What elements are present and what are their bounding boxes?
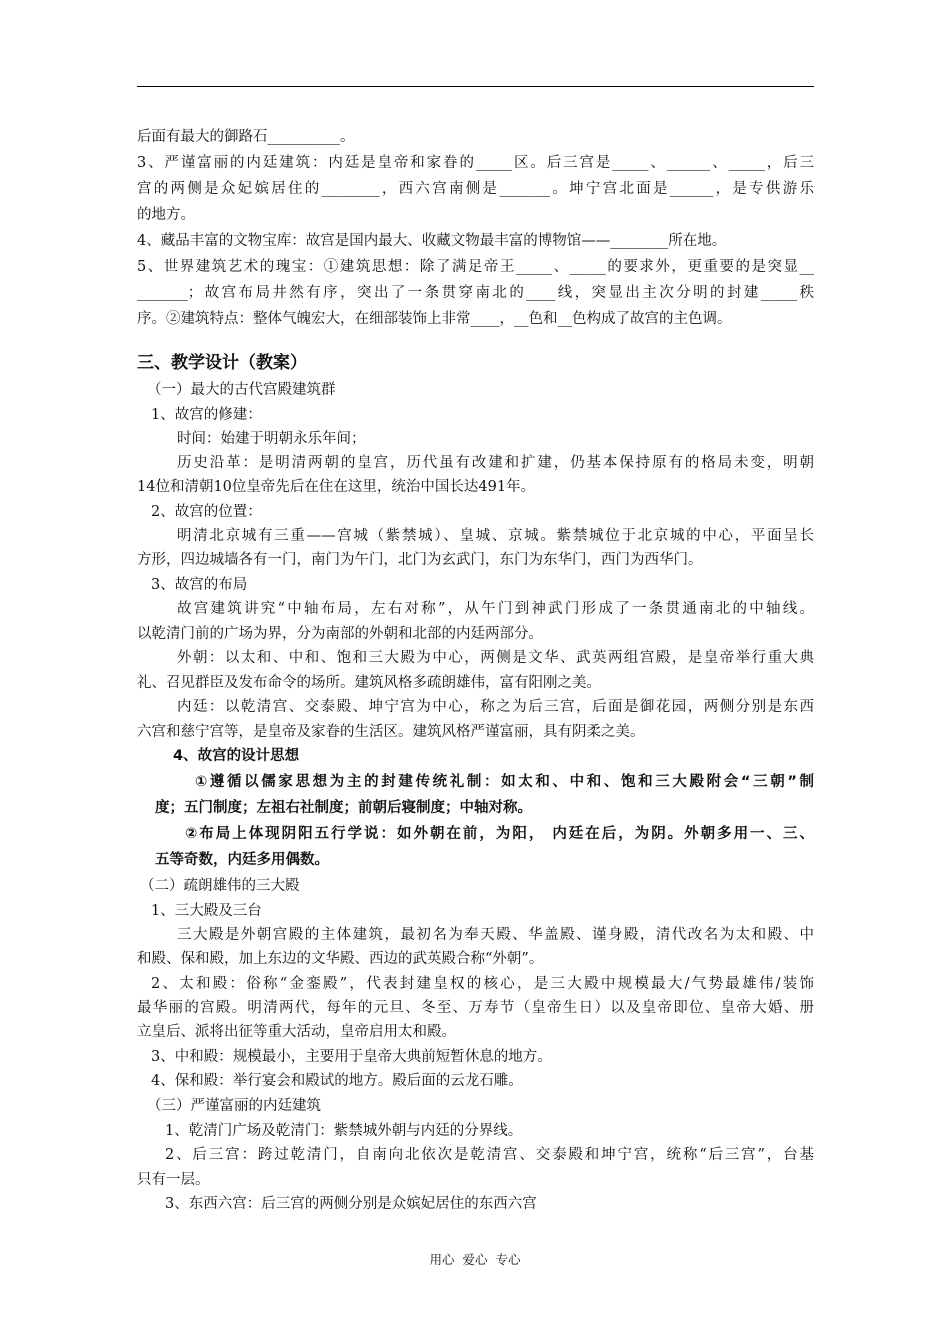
text-line: ①遵循以儒家思想为主的封建传统礼制：如太和、中和、饱和三大殿附会“三朝”制 <box>195 774 814 790</box>
text-line: 以乾清门前的广场为界，分为南部的外朝和北部的内廷两部分。 <box>137 626 543 642</box>
text-line: 最华丽的宫殿。明清两代，每年的元旦、冬至、万寿节（皇帝生日）以及皇帝即位、皇帝大婚、册 <box>137 1000 814 1016</box>
text-line: 立皇后、派将出征等重大活动，皇帝启用太和殿。 <box>137 1024 456 1040</box>
text-line: 时间：始建于明朝永乐年间； <box>177 431 366 447</box>
text-line: 5、世界建筑艺术的瑰宝：①建筑思想：除了满足帝王_____、_____的要求外，更重要的是突显__ <box>137 259 814 275</box>
text-line: 3、严谨富丽的内廷建筑：内廷是皇帝和家眷的_____区。后三宫是_____、______、_____，后三 <box>137 155 814 171</box>
text-line: _______；故宫布局井然有序，突出了一条贯穿南北的____线，突显出主次分明的封建_____秩 <box>137 285 814 301</box>
text-line: 1、乾清门广场及乾清门：紫禁城外朝与内廷的分界线。 <box>165 1123 523 1139</box>
text-line: 序。②建筑特点：整体气魄宏大，在细部装饰上非常____，__色和__色构成了故宫的主色调。 <box>137 311 732 327</box>
text-line: ②布局上体现阴阳五行学说：如外朝在前，为阳， 内廷在后，为阴。外朝多用一、三、 <box>185 826 814 842</box>
subsection-heading: （三）严谨富丽的内廷建筑 <box>147 1098 321 1114</box>
text-line: 五等奇数，内廷多用偶数。 <box>155 852 329 868</box>
text-line: 历史沿革：是明清两朝的皇宫，历代虽有改建和扩建，仍基本保持原有的格局未变，明朝 <box>177 455 814 471</box>
text-line: 只有一层。 <box>137 1172 210 1188</box>
page-footer: 用心 爱心 专心 <box>429 1252 521 1267</box>
text-line: 明清北京城有三重——宫城（紫禁城）、皇城、京城。紫禁城位于北京城的中心，平面呈长 <box>177 528 814 544</box>
subsection-heading: （一）最大的古代宫殿建筑群 <box>147 382 336 398</box>
text-line: 1、三大殿及三台 <box>151 903 262 919</box>
text-line: 三大殿是外朝宫殿的主体建筑，最初名为奉天殿、华盖殿、谨身殿，清代改名为太和殿、中 <box>177 927 814 943</box>
text-line: 14位和清朝10位皇帝先后在住在这里，统治中国长达491年。 <box>137 479 536 495</box>
text-line: 和殿、保和殿，加上东边的文华殿、西边的武英殿合称“外朝”。 <box>137 951 544 967</box>
text-line: 3、故宫的布局 <box>151 577 248 593</box>
subsection-heading: （二）疏朗雄伟的三大殿 <box>140 878 300 894</box>
text-line: 方形，四边城墙各有一门，南门为午门，北门为玄武门，东门为东华门，西门为西华门。 <box>137 552 703 568</box>
text-line: 后面有最大的御路石__________。 <box>137 129 355 145</box>
text-line: 的地方。 <box>137 207 195 223</box>
text-line: 2、故宫的位置： <box>151 504 262 520</box>
text-line: 4、藏品丰富的文物宝库：故宫是国内最大、收藏文物最丰富的博物馆——________所在地。 <box>137 233 727 249</box>
text-line: 礼、召见群臣及发布命令的场所。建筑风格多疏朗雄伟，富有阳刚之美。 <box>137 675 601 691</box>
subsection-heading: 4、故宫的设计思想 <box>173 748 300 764</box>
text-line: 外朝：以太和、中和、饱和三大殿为中心，两侧是文华、武英两组宫殿，是皇帝举行重大典 <box>177 650 814 666</box>
text-line: 宫的两侧是众妃嫔居住的________，西六宫南侧是_______。坤宁宫北面是______，是专供游乐 <box>137 181 814 197</box>
header-rule <box>137 86 814 87</box>
text-line: 度；五门制度；左祖右社制度；前朝后寝制度；中轴对称。 <box>155 800 532 816</box>
text-line: 内廷：以乾清宫、交泰殿、坤宁宫为中心，称之为后三宫，后面是御花园，两侧分别是东西 <box>177 699 814 715</box>
section-heading: 三、教学设计（教案） <box>137 353 307 373</box>
text-line: 六宫和慈宁宫等，是皇帝及家眷的生活区。建筑风格严谨富丽，具有阴柔之美。 <box>137 724 645 740</box>
text-line: 1、故宫的修建： <box>151 407 262 423</box>
text-line: 2、后三宫：跨过乾清门，自南向北依次是乾清宫、交泰殿和坤宁宫，统称“后三宫”，台基 <box>165 1147 814 1163</box>
text-line: 2、太和殿：俗称“金銮殿”，代表封建皇权的核心，是三大殿中规模最大/气势最雄伟/装饰 <box>151 976 814 992</box>
text-line: 故宫建筑讲究“中轴布局，左右对称”，从午门到神武门形成了一条贯通南北的中轴线。 <box>177 601 814 617</box>
text-line: 3、东西六宫：后三宫的两侧分别是众嫔妃居住的东西六宫 <box>165 1196 537 1212</box>
text-line: 4、保和殿：举行宴会和殿试的地方。殿后面的云龙石雕。 <box>151 1073 523 1089</box>
text-line: 3、中和殿：规模最小，主要用于皇帝大典前短暂休息的地方。 <box>151 1049 552 1065</box>
